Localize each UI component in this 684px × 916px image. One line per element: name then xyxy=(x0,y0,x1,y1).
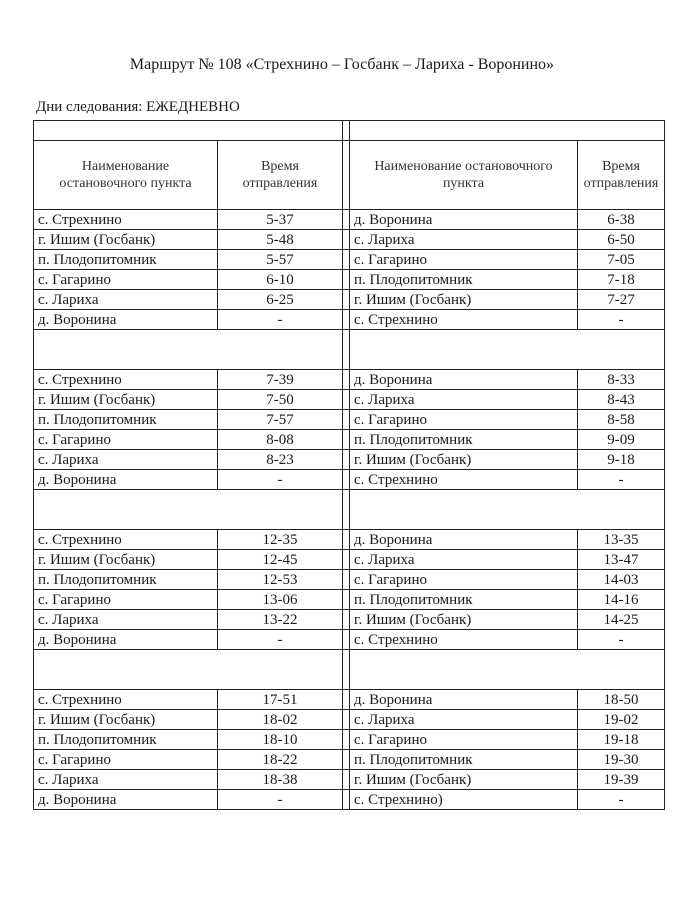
table-row xyxy=(34,770,665,790)
header-stop-right: Наименование остановочного пункта xyxy=(350,141,578,210)
departure-time-back: 18-50 xyxy=(578,690,665,710)
departure-time-out: 5-57 xyxy=(218,250,343,270)
departure-time-back: 13-47 xyxy=(578,550,665,570)
stop-name-out: г. Ишим (Госбанк) xyxy=(34,390,218,410)
departure-time-out: 13-06 xyxy=(218,590,343,610)
departure-time-back: 14-03 xyxy=(578,570,665,590)
days-of-service: Дни следования: ЕЖЕДНЕВНО xyxy=(36,99,240,115)
departure-time-out: 7-50 xyxy=(218,390,343,410)
stop-name-out: с. Стрехнино xyxy=(34,210,218,230)
stop-name-back: п. Плодопитомник xyxy=(350,590,578,610)
stop-name-back: п. Плодопитомник xyxy=(350,750,578,770)
stop-name-back: д. Воронина xyxy=(350,530,578,550)
trip-separator-row xyxy=(34,490,665,530)
table-row xyxy=(34,790,665,810)
departure-time-out: 13-22 xyxy=(218,610,343,630)
table-row xyxy=(34,410,665,430)
stop-name-out: с. Стрехнино xyxy=(34,690,218,710)
stop-name-back: с. Гагарино xyxy=(350,410,578,430)
stop-name-out: д. Воронина xyxy=(34,630,218,650)
stop-name-out: п. Плодопитомник xyxy=(34,410,218,430)
departure-time-out: - xyxy=(218,470,343,490)
departure-time-out: 17-51 xyxy=(218,690,343,710)
table-row xyxy=(34,450,665,470)
departure-time-out: 8-23 xyxy=(218,450,343,470)
stop-name-back: д. Воронина xyxy=(350,370,578,390)
stop-name-back: с. Лариха xyxy=(350,550,578,570)
table-row xyxy=(34,230,665,250)
departure-time-back: 19-02 xyxy=(578,710,665,730)
departure-time-out: - xyxy=(218,310,343,330)
stop-name-back: с. Стрехнино xyxy=(350,630,578,650)
departure-time-out: 18-02 xyxy=(218,710,343,730)
table-row xyxy=(34,590,665,610)
table-row xyxy=(34,250,665,270)
separator-cell-left xyxy=(34,490,343,530)
stop-name-out: с. Лариха xyxy=(34,610,218,630)
page-title: Маршрут № 108 «Стрехнино – Госбанк – Лариха - Воронино» xyxy=(129,56,555,73)
stop-name-out: с. Гагарино xyxy=(34,270,218,290)
departure-time-back: 7-05 xyxy=(578,250,665,270)
departure-time-out: - xyxy=(218,630,343,650)
departure-time-back: - xyxy=(578,630,665,650)
stop-name-out: п. Плодопитомник xyxy=(34,250,218,270)
table-row xyxy=(34,390,665,410)
stop-name-out: с. Гагарино xyxy=(34,750,218,770)
table-row xyxy=(34,430,665,450)
table-row xyxy=(34,710,665,730)
departure-time-back: 19-18 xyxy=(578,730,665,750)
header-time-right: Время отправления xyxy=(578,141,665,210)
stop-name-out: д. Воронина xyxy=(34,790,218,810)
stop-name-out: г. Ишим (Госбанк) xyxy=(34,230,218,250)
table-row xyxy=(34,370,665,390)
stop-name-back: п. Плодопитомник xyxy=(350,270,578,290)
table-row xyxy=(34,470,665,490)
departure-time-out: 18-10 xyxy=(218,730,343,750)
table-header-row xyxy=(34,141,665,210)
separator-cell-left xyxy=(34,330,343,370)
table-row xyxy=(34,630,665,650)
stop-name-back: с. Лариха xyxy=(350,710,578,730)
table-row xyxy=(34,750,665,770)
header-time-left: Время отправления xyxy=(218,141,343,210)
stop-name-back: с. Стрехнино xyxy=(350,310,578,330)
header-stop-left: Наименование остановочного пункта xyxy=(34,141,218,210)
departure-time-back: 6-50 xyxy=(578,230,665,250)
departure-time-back: 8-43 xyxy=(578,390,665,410)
departure-time-back: 14-16 xyxy=(578,590,665,610)
departure-time-back: 9-09 xyxy=(578,430,665,450)
stop-name-back: г. Ишим (Госбанк) xyxy=(350,290,578,310)
departure-time-back: 19-39 xyxy=(578,770,665,790)
departure-time-back: 13-35 xyxy=(578,530,665,550)
trip-separator-row xyxy=(34,330,665,370)
departure-time-back: 14-25 xyxy=(578,610,665,630)
stop-name-back: с. Лариха xyxy=(350,390,578,410)
separator-cell-right xyxy=(350,490,665,530)
stop-name-out: г. Ишим (Госбанк) xyxy=(34,550,218,570)
departure-time-back: 7-18 xyxy=(578,270,665,290)
stop-name-back: с. Гагарино xyxy=(350,250,578,270)
stop-name-back: г. Ишим (Госбанк) xyxy=(350,610,578,630)
table-row xyxy=(34,610,665,630)
stop-name-out: с. Стрехнино xyxy=(34,370,218,390)
table-row xyxy=(34,570,665,590)
table-top-spacer-row xyxy=(34,121,665,141)
stop-name-back: д. Воронина xyxy=(350,690,578,710)
stop-name-out: д. Воронина xyxy=(34,470,218,490)
table-row xyxy=(34,290,665,310)
departure-time-back: 8-33 xyxy=(578,370,665,390)
stop-name-back: с. Лариха xyxy=(350,230,578,250)
table-row xyxy=(34,270,665,290)
stop-name-out: с. Лариха xyxy=(34,450,218,470)
departure-time-out: 8-08 xyxy=(218,430,343,450)
stop-name-out: г. Ишим (Госбанк) xyxy=(34,710,218,730)
stop-name-out: с. Гагарино xyxy=(34,590,218,610)
stop-name-back: с. Гагарино xyxy=(350,570,578,590)
stop-name-back: п. Плодопитомник xyxy=(350,430,578,450)
stop-name-out: п. Плодопитомник xyxy=(34,730,218,750)
departure-time-back: 6-38 xyxy=(578,210,665,230)
stop-name-out: с. Лариха xyxy=(34,290,218,310)
stop-name-back: г. Ишим (Госбанк) xyxy=(350,450,578,470)
separator-cell-right xyxy=(350,330,665,370)
table-row xyxy=(34,550,665,570)
stop-name-out: с. Лариха xyxy=(34,770,218,790)
separator-cell-left xyxy=(34,650,343,690)
departure-time-out: 5-48 xyxy=(218,230,343,250)
stop-name-back: с. Гагарино xyxy=(350,730,578,750)
departure-time-out: 6-25 xyxy=(218,290,343,310)
separator-cell-right xyxy=(350,650,665,690)
departure-time-out: 5-37 xyxy=(218,210,343,230)
stop-name-back: с. Стрехнино) xyxy=(350,790,578,810)
stop-name-out: с. Гагарино xyxy=(34,430,218,450)
trip-separator-row xyxy=(34,650,665,690)
stop-name-out: п. Плодопитомник xyxy=(34,570,218,590)
departure-time-out: 18-38 xyxy=(218,770,343,790)
departure-time-out: 12-53 xyxy=(218,570,343,590)
table-row xyxy=(34,310,665,330)
stop-name-back: г. Ишим (Госбанк) xyxy=(350,770,578,790)
departure-time-back: 9-18 xyxy=(578,450,665,470)
departure-time-out: 6-10 xyxy=(218,270,343,290)
departure-time-out: 7-57 xyxy=(218,410,343,430)
stop-name-out: д. Воронина xyxy=(34,310,218,330)
schedule-table xyxy=(33,120,665,810)
stop-name-out: с. Стрехнино xyxy=(34,530,218,550)
table-row xyxy=(34,690,665,710)
departure-time-back: - xyxy=(578,790,665,810)
departure-time-back: 19-30 xyxy=(578,750,665,770)
stop-name-back: д. Воронина xyxy=(350,210,578,230)
departure-time-back: - xyxy=(578,310,665,330)
departure-time-out: - xyxy=(218,790,343,810)
table-row xyxy=(34,730,665,750)
departure-time-out: 12-45 xyxy=(218,550,343,570)
departure-time-out: 7-39 xyxy=(218,370,343,390)
departure-time-out: 18-22 xyxy=(218,750,343,770)
stop-name-back: с. Стрехнино xyxy=(350,470,578,490)
table-row xyxy=(34,210,665,230)
departure-time-back: 8-58 xyxy=(578,410,665,430)
departure-time-out: 12-35 xyxy=(218,530,343,550)
departure-time-back: - xyxy=(578,470,665,490)
table-row xyxy=(34,530,665,550)
departure-time-back: 7-27 xyxy=(578,290,665,310)
